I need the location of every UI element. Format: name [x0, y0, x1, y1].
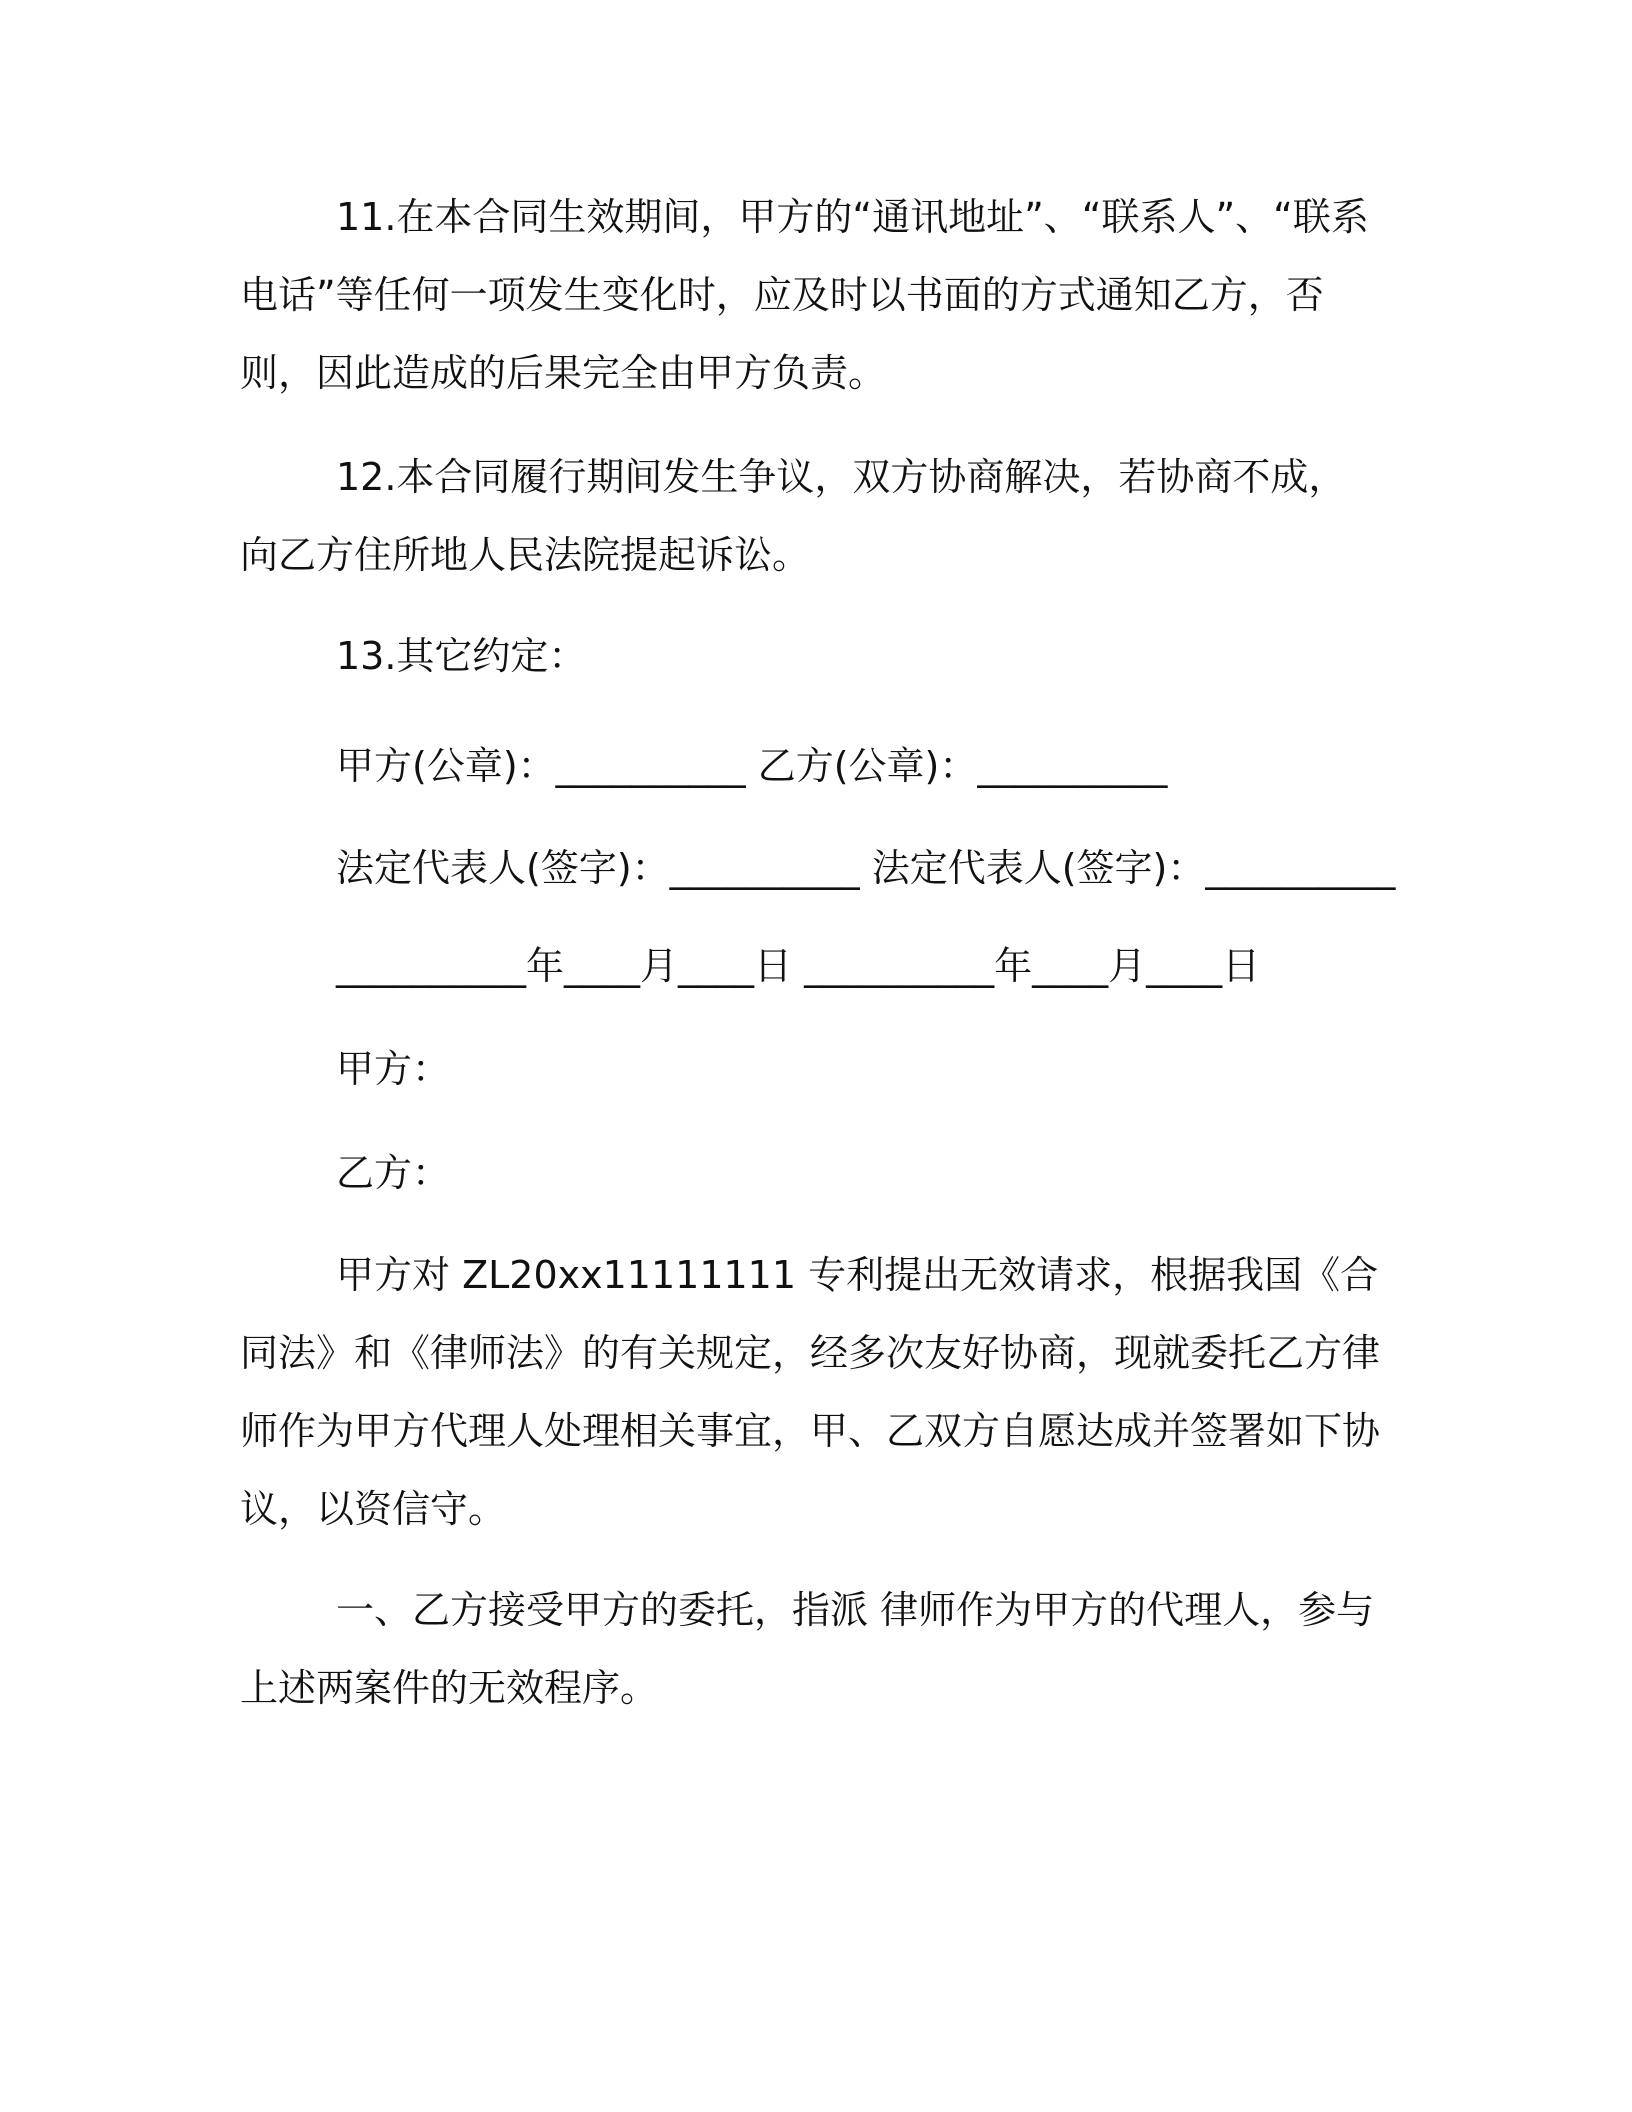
intro-paragraph: 甲方对 ZL20xx11111111 专利提出无效请求，根据我国《合同法》和《律师法》的有关规定，经多次友好协商，现就委托乙方律师作为甲方代理人处理相关事宜，甲、乙双方自愿达成并签署如下协议，以资信守。: [240, 1253, 1381, 1531]
party-a-label: 甲方：: [336, 1047, 451, 1091]
clause-12: 12.本合同履行期间发生争议，双方协商解决，若协商不成，向乙方住所地人民法院提起诉讼。: [240, 455, 1347, 577]
clause-13: 13.其它约定：: [336, 634, 587, 678]
clause-11: 11.在本合同生效期间，甲方的“通讯地址”、“联系人”、“联系电话”等任何一项发生变化时，应及时以书面的方式通知乙方，否则，因此造成的后果完全由甲方负责。: [240, 195, 1369, 395]
signature-date-line: __________年____月____日 __________年____月____日: [336, 944, 1261, 988]
article-1: 一、乙方接受甲方的委托，指派 律师作为甲方的代理人，参与上述两案件的无效程序。: [240, 1588, 1375, 1710]
seal-signature-line: 甲方(公章)：__________ 乙方(公章)：__________: [336, 744, 1168, 788]
party-b-label: 乙方：: [336, 1151, 451, 1195]
representative-signature-line: 法定代表人(签字)：__________ 法定代表人(签字)：__________: [336, 846, 1396, 890]
